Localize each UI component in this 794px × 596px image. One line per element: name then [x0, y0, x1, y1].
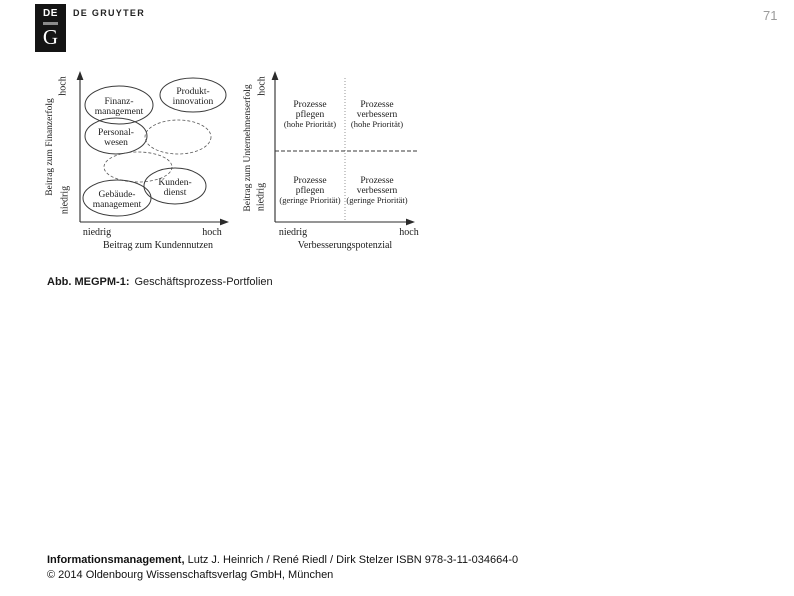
- x-axis: [275, 219, 419, 251]
- svg-text:Kunden-: Kunden-: [158, 178, 192, 188]
- quadrant-top-right: [351, 100, 403, 129]
- svg-text:(geringe Priorität): (geringe Priorität): [346, 195, 408, 205]
- logo-g-letter: G: [42, 25, 59, 49]
- footer-authors-isbn: Lutz J. Heinrich / René Riedl / Dirk Stelzer ISBN 978-3-11-034664-0: [184, 554, 519, 566]
- svg-text:Finanz-: Finanz-: [104, 97, 134, 107]
- logo-wordmark: DE GRUYTER: [73, 8, 146, 18]
- x-axis-high-label: hoch: [202, 227, 222, 238]
- bubble-kundendienst: [144, 168, 206, 204]
- y-axis-title: Beitrag zum Unternehmenserfolg: [243, 84, 254, 212]
- bubble-produktinnovation: [160, 78, 226, 112]
- bubble-personalwesen: [85, 118, 147, 154]
- y-axis-arrow: [77, 71, 84, 80]
- svg-text:innovation: innovation: [172, 97, 214, 107]
- bubble-portfolio-diagram: [40, 68, 232, 253]
- footer-citation: [47, 553, 518, 583]
- svg-text:Personal-: Personal-: [98, 128, 134, 138]
- y-axis-title: Beitrag zum Finanzerfolg: [45, 98, 56, 196]
- svg-text:Gebäude-: Gebäude-: [98, 190, 136, 200]
- y-axis-high-label: hoch: [256, 76, 268, 96]
- svg-text:pflegen: pflegen: [295, 186, 325, 196]
- figure-caption-title: Geschäftsprozess-Portfolien: [134, 276, 273, 288]
- figure-caption-label: Abb. MEGPM-1:: [47, 276, 130, 288]
- y-axis-low-label: niedrig: [255, 182, 267, 212]
- x-axis-low-label: niedrig: [278, 227, 308, 238]
- x-axis-arrow: [406, 219, 415, 226]
- y-axis-low-label: niedrig: [59, 185, 71, 215]
- svg-text:(hohe Priorität): (hohe Priorität): [283, 119, 337, 129]
- x-axis-low-label: niedrig: [82, 227, 112, 238]
- quadrant-top-left: [284, 100, 336, 129]
- x-axis-title: Verbesserungspotenzial: [297, 240, 393, 251]
- svg-text:verbessern: verbessern: [356, 110, 398, 120]
- x-axis-arrow: [220, 219, 229, 226]
- footer-line-1: [47, 553, 518, 568]
- page-number: 71: [763, 8, 778, 23]
- quadrant-portfolio-diagram: [237, 68, 429, 253]
- y-axis: [44, 71, 83, 222]
- svg-text:dienst: dienst: [163, 188, 187, 198]
- svg-text:wesen: wesen: [104, 138, 128, 148]
- svg-text:Produkt-: Produkt-: [176, 87, 210, 97]
- x-axis-high-label: hoch: [399, 227, 419, 238]
- y-axis: [242, 71, 278, 222]
- svg-text:(hohe Priorität): (hohe Priorität): [350, 119, 404, 129]
- logo-de-text: DE: [43, 8, 58, 19]
- figure-caption: [47, 276, 273, 288]
- svg-text:(geringe Priorität): (geringe Priorität): [279, 195, 341, 205]
- x-axis: [80, 219, 229, 251]
- svg-text:verbessern: verbessern: [356, 186, 398, 196]
- quadrant-bottom-left: [279, 176, 340, 205]
- y-axis-high-label: hoch: [57, 76, 69, 96]
- svg-text:management: management: [94, 107, 144, 117]
- footer-book-title: Informationsmanagement,: [47, 554, 185, 566]
- svg-text:Prozesse: Prozesse: [360, 100, 394, 110]
- degruyter-logo: [35, 4, 66, 52]
- svg-text:management: management: [92, 200, 142, 210]
- footer-copyright: © 2014 Oldenbourg Wissenschaftsverlag GmbH, München: [47, 569, 334, 581]
- svg-text:Prozesse: Prozesse: [293, 176, 327, 186]
- y-axis-arrow: [272, 71, 279, 80]
- svg-text:Prozesse: Prozesse: [360, 176, 394, 186]
- quadrant-bottom-right: [346, 176, 407, 205]
- x-axis-title: Beitrag zum Kundennutzen: [103, 240, 213, 251]
- bubble-dashed-upper: [145, 120, 211, 154]
- bubble-gebaeudemanagement: [83, 180, 151, 216]
- svg-text:Prozesse: Prozesse: [293, 100, 327, 110]
- svg-text:pflegen: pflegen: [295, 110, 325, 120]
